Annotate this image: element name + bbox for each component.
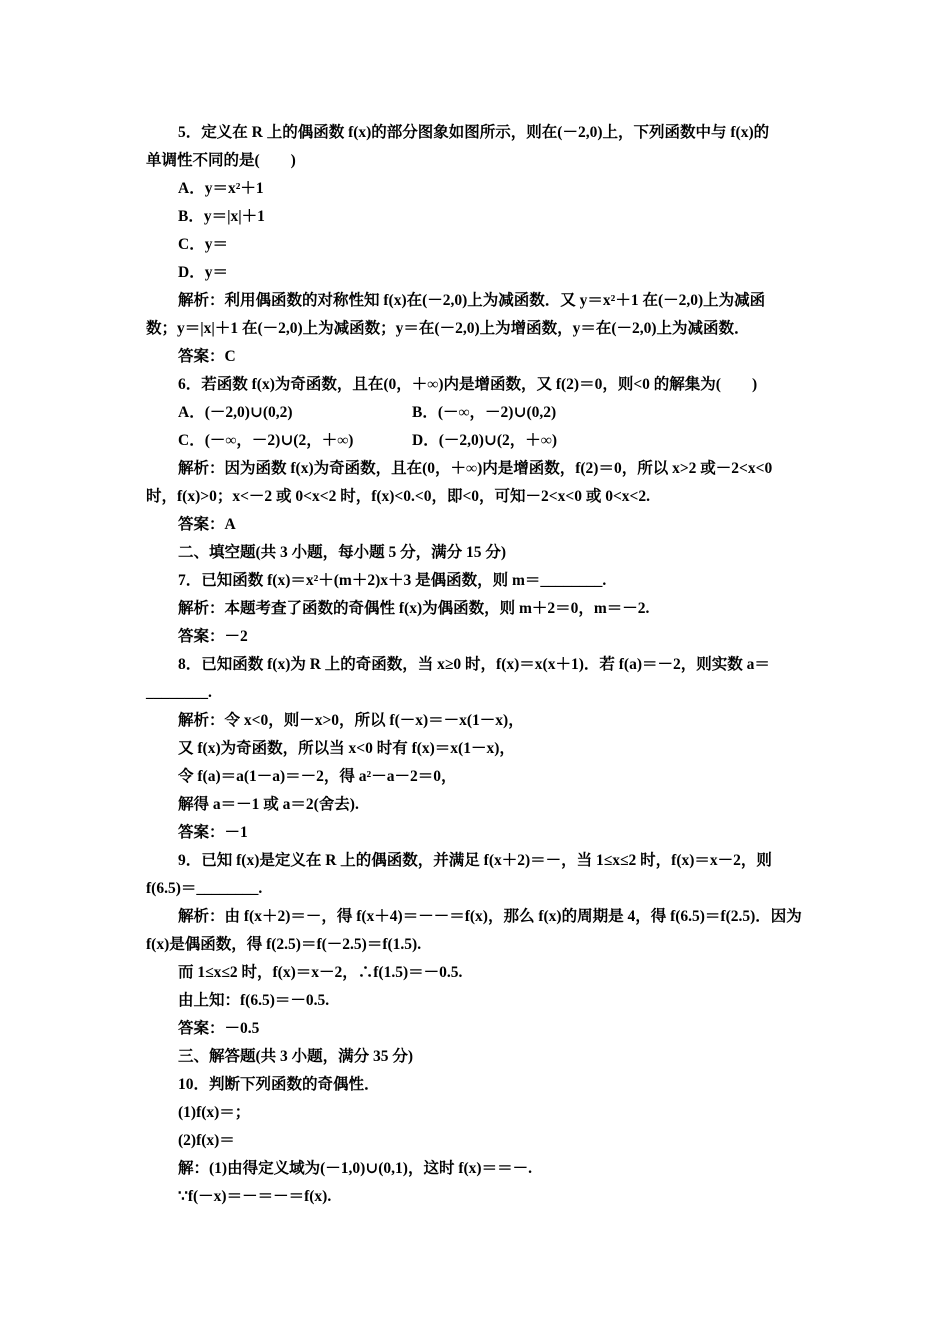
q7-stem: 7．已知函数 f(x)＝x²＋(m＋2)x＋3 是偶函数，则 m＝________. bbox=[178, 572, 607, 589]
q10-solution-line1: 解：(1)由得定义域为(－1,0)∪(0,1)，这时 f(x)＝＝－. bbox=[178, 1160, 532, 1177]
q8-analysis-line3: 令 f(a)＝a(1－a)＝－2，得 a²－a－2＝0， bbox=[178, 768, 457, 785]
q5-option-b: B．y＝|x|＋1 bbox=[178, 208, 265, 225]
q10-part2: (2)f(x)＝ bbox=[178, 1132, 235, 1149]
q9-analysis-line3: 而 1≤x≤2 时，f(x)＝x－2，∴f(1.5)＝－0.5. bbox=[178, 964, 463, 981]
q5-answer: 答案：C bbox=[178, 348, 236, 365]
q8-stem-line1: 8．已知函数 f(x)为 R 上的奇函数，当 x≥0 时，f(x)＝x(x＋1)．若 f(a)＝－2，则实数 a＝ bbox=[178, 656, 770, 673]
q6-stem: 6．若函数 f(x)为奇函数，且在(0，＋∞)内是增函数，又 f(2)＝0，则<0 的解集为( ) bbox=[178, 376, 758, 393]
q6-analysis-line2: 时，f(x)>0；x<－2 或 0<x<2 时，f(x)<0.<0，即<0，可知－2<x<0 或 0<x<2. bbox=[146, 488, 651, 505]
q9-answer: 答案：－0.5 bbox=[178, 1020, 260, 1037]
q10-solution-line2: ∵f(－x)＝－＝－＝f(x). bbox=[178, 1188, 332, 1205]
q9-stem-line2: f(6.5)＝________. bbox=[146, 880, 263, 897]
q5-option-d: D．y＝ bbox=[178, 264, 228, 281]
q9-analysis-line1: 解析：由 f(x＋2)＝－，得 f(x＋4)＝－－＝f(x)，那么 f(x)的周期是 4，得 f(6.5)＝f(2.5)．因为 bbox=[178, 908, 802, 925]
q6-option-b: B．(－∞，－2)∪(0,2) bbox=[412, 404, 557, 421]
q9-stem-line1: 9．已知 f(x)是定义在 R 上的偶函数，并满足 f(x＋2)＝－，当 1≤x≤2 时，f(x)＝x－2，则 bbox=[178, 852, 772, 869]
q6-option-c: C．(－∞，－2)∪(2，＋∞) bbox=[178, 432, 354, 449]
q6-analysis-line1: 解析：因为函数 f(x)为奇函数，且在(0，＋∞)内是增函数，f(2)＝0，所以 x>2 或－2<x<0 bbox=[178, 460, 773, 477]
q5-stem-line2: 单调性不同的是( ) bbox=[146, 152, 296, 169]
q10-part1: (1)f(x)＝； bbox=[178, 1104, 251, 1121]
section-fill-in-heading: 二、填空题(共 3 小题，每小题 5 分，满分 15 分) bbox=[178, 544, 507, 561]
q8-analysis-line4: 解得 a＝－1 或 a＝2(舍去). bbox=[178, 796, 359, 813]
q8-stem-line2: ________. bbox=[146, 684, 212, 701]
q8-answer: 答案：－1 bbox=[178, 824, 248, 841]
q6-options-row2 bbox=[178, 431, 808, 451]
q5-stem-line1: 5．定义在 R 上的偶函数 f(x)的部分图象如图所示，则在(－2,0)上，下列函数中与 f(x)的 bbox=[178, 124, 770, 141]
q6-option-a: A．(－2,0)∪(0,2) bbox=[178, 404, 293, 421]
q5-option-c: C．y＝ bbox=[178, 236, 228, 253]
q10-stem: 10．判断下列函数的奇偶性． bbox=[178, 1076, 380, 1093]
q6-options-row1 bbox=[178, 403, 808, 423]
q7-analysis: 解析：本题考查了函数的奇偶性 f(x)为偶函数，则 m＋2＝0，m＝－2. bbox=[178, 600, 650, 617]
q9-analysis-line2: f(x)是偶函数，得 f(2.5)＝f(－2.5)＝f(1.5). bbox=[146, 936, 422, 953]
q8-analysis-line1: 解析：令 x<0，则－x>0，所以 f(－x)＝－x(1－x)， bbox=[178, 712, 524, 729]
q5-analysis-line2: 数；y＝|x|＋1 在(－2,0)上为减函数；y＝在(－2,0)上为增函数，y＝在(－2,0)上为减函数． bbox=[146, 320, 750, 337]
q7-answer: 答案：－2 bbox=[178, 628, 248, 645]
q5-analysis-line1: 解析：利用偶函数的对称性知 f(x)在(－2,0)上为减函数．又 y＝x²＋1 在(－2,0)上为减函 bbox=[178, 292, 766, 309]
q5-option-a: A．y＝x²＋1 bbox=[178, 180, 264, 197]
section-solution-heading: 三、解答题(共 3 小题，满分 35 分) bbox=[178, 1048, 414, 1065]
q9-analysis-line4: 由上知：f(6.5)＝－0.5. bbox=[178, 992, 330, 1009]
q6-answer: 答案：A bbox=[178, 516, 236, 533]
q8-analysis-line2: 又 f(x)为奇函数，所以当 x<0 时有 f(x)＝x(1－x)， bbox=[178, 740, 515, 757]
q6-option-d: D．(－2,0)∪(2，＋∞) bbox=[412, 432, 558, 449]
